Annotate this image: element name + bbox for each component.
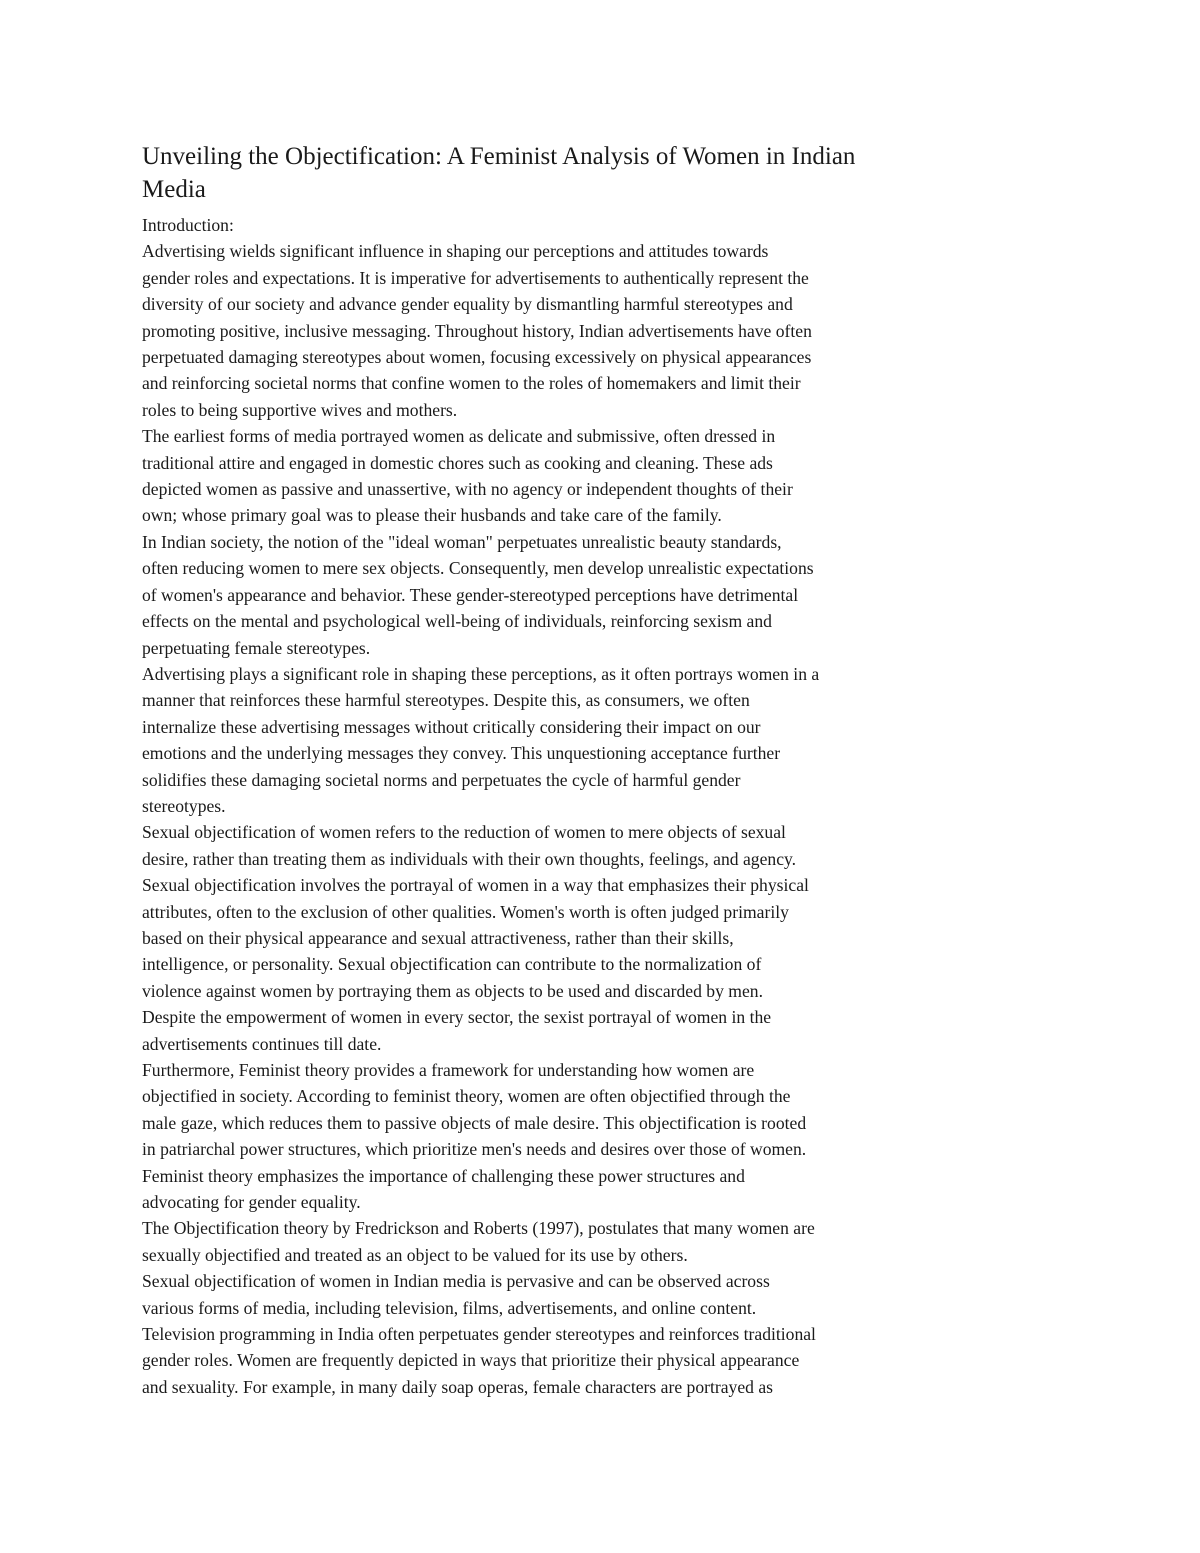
body-text	[142, 212, 942, 1400]
text-line: The earliest forms of media portrayed women as delicate and submissive, often dressed in	[142, 426, 776, 447]
text-line: The Objectification theory by Fredrickson and Roberts (1997), postulates that many women are	[142, 1218, 815, 1239]
text-line: internalize these advertising messages without critically considering their impact on our	[142, 716, 761, 737]
text-line: often reducing women to mere sex objects. Consequently, men develop unrealistic expectations	[142, 558, 814, 579]
text-line: Sexual objectification of women in Indian media is pervasive and can be observed across	[142, 1271, 770, 1292]
text-line: diversity of our society and advance gender equality by dismantling harmful stereotypes and	[142, 294, 793, 315]
text-line: gender roles. Women are frequently depicted in ways that prioritize their physical appearance	[142, 1350, 800, 1371]
text-line: based on their physical appearance and sexual attractiveness, rather than their skills,	[142, 927, 734, 948]
text-line: Advertising plays a significant role in shaping these perceptions, as it often portrays women in a	[142, 663, 820, 684]
document-title	[142, 140, 942, 206]
text-line: depicted women as passive and unassertive, with no agency or independent thoughts of their	[142, 479, 793, 500]
title-line: Unveiling the Objectification: A Feminist Analysis of Women in Indian	[142, 143, 856, 170]
title-line: Media	[142, 176, 206, 203]
text-line: desire, rather than treating them as individuals with their own thoughts, feelings, and agency.	[142, 848, 797, 869]
text-line: Furthermore, Feminist theory provides a framework for understanding how women are	[142, 1060, 755, 1080]
text-line: Feminist theory emphasizes the importance of challenging these power structures and	[142, 1165, 745, 1186]
text-line: violence against women by portraying them as objects to be used and discarded by men.	[142, 980, 763, 1001]
text-line: and sexuality. For example, in many daily soap operas, female characters are portrayed as	[142, 1376, 774, 1397]
text-line: advocating for gender equality.	[142, 1192, 361, 1213]
text-line: emotions and the underlying messages they convey. This unquestioning acceptance further	[142, 743, 781, 764]
text-line: solidifies these damaging societal norms and perpetuates the cycle of harmful gender	[142, 769, 741, 790]
text-line: Sexual objectification involves the portrayal of women in a way that emphasizes their physical	[142, 875, 809, 896]
text-line: Despite the empowerment of women in every sector, the sexist portrayal of women in the	[142, 1007, 772, 1028]
text-line: Television programming in India often perpetuates gender stereotypes and reinforces traditional	[142, 1324, 816, 1345]
text-line: and reinforcing societal norms that confine women to the roles of homemakers and limit their	[142, 373, 801, 394]
text-line: traditional attire and engaged in domestic chores such as cooking and cleaning. These ads	[142, 452, 773, 473]
text-line: In Indian society, the notion of the "ideal woman" perpetuates unrealistic beauty standards,	[142, 531, 782, 552]
text-line: effects on the mental and psychological well-being of individuals, reinforcing sexism and	[142, 611, 772, 632]
text-line: promoting positive, inclusive messaging. Throughout history, Indian advertisements have often	[142, 320, 812, 341]
text-line: Sexual objectification of women refers to the reduction of women to mere objects of sexual	[142, 822, 786, 843]
text-line: sexually objectified and treated as an object to be valued for its use by others.	[142, 1244, 688, 1265]
text-line: advertisements continues till date.	[142, 1033, 382, 1054]
text-line: own; whose primary goal was to please their husbands and take care of the family.	[142, 505, 722, 526]
text-line: perpetuating female stereotypes.	[142, 637, 371, 658]
text-line: male gaze, which reduces them to passive objects of male desire. This objectification is rooted	[142, 1112, 807, 1133]
text-line: of women's appearance and behavior. These gender-stereotyped perceptions have detrimental	[142, 584, 799, 605]
text-line: objectified in society. According to feminist theory, women are often objectified through the	[142, 1086, 791, 1107]
text-line: roles to being supportive wives and mothers.	[142, 399, 458, 420]
text-line: manner that reinforces these harmful stereotypes. Despite this, as consumers, we often	[142, 690, 750, 711]
text-line: intelligence, or personality. Sexual objectification can contribute to the normalization of	[142, 954, 762, 975]
text-line: various forms of media, including television, films, advertisements, and online content.	[142, 1297, 757, 1318]
text-line: perpetuated damaging stereotypes about women, focusing excessively on physical appearances	[142, 347, 812, 368]
text-line: in patriarchal power structures, which prioritize men's needs and desires over those of women.	[142, 1139, 807, 1160]
document-body	[142, 140, 942, 1400]
text-line: stereotypes.	[142, 795, 226, 816]
section-heading: Introduction:	[142, 215, 234, 235]
text-line: Advertising wields significant influence in shaping our perceptions and attitudes towards	[142, 241, 769, 262]
text-line: attributes, often to the exclusion of other qualities. Women's worth is often judged primarily	[142, 901, 789, 922]
text-line: gender roles and expectations. It is imperative for advertisements to authentically represent the	[142, 267, 809, 288]
